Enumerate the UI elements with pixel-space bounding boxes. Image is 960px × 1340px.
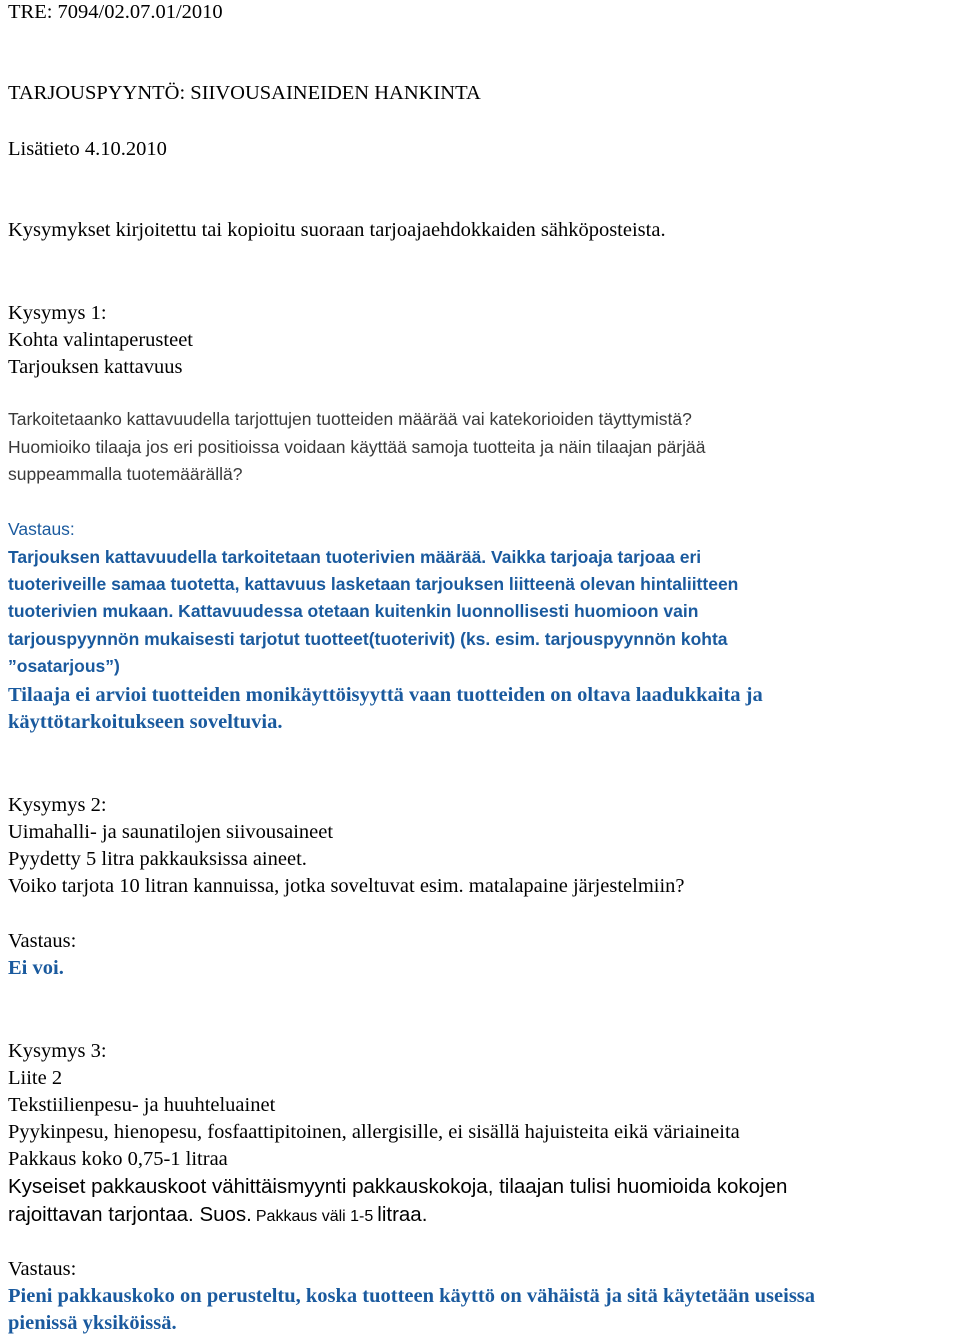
answer-2-text: Ei voi.: [8, 957, 64, 979]
answer-1-line: ”osatarjous”): [8, 656, 120, 676]
question-3-line: Pyykinpesu, hienopesu, fosfaattipitoinen, allergisille, ei sisällä hajuisteita eikä väriaineita: [8, 1121, 740, 1143]
question-3-text-part: Pakkaus väli 1-5: [255, 1208, 374, 1225]
intro-text: Kysymykset kirjoitettu tai kopioitu suoraan tarjoajaehdokkaiden sähköposteista.: [8, 219, 666, 241]
question-3-line-mixed: [8, 1203, 427, 1227]
answer-1-line: Tarjouksen kattavuudella tarkoitetaan tuoterivien määrää. Vaikka tarjoaja tarjoaa eri: [8, 547, 702, 567]
question-1-text: Huomioiko tilaaja jos eri positioissa voidaan käyttää samoja tuotteita ja näin tilaajan pärjää: [8, 437, 706, 457]
question-3-line: Pakkaus koko 0,75-1 litraa: [8, 1148, 228, 1170]
answer-1-line: tuoteriveille samaa tuotetta, kattavuus lasketaan tarjouksen liitteenä olevan hintaliitteen: [8, 574, 739, 594]
question-2-line: Uimahalli- ja saunatilojen siivousaineet: [8, 821, 334, 843]
question-2-line: Pyydetty 5 litra pakkauksissa aineet.: [8, 848, 307, 870]
question-3-line: Tekstiilienpesu- ja huuhteluainet: [8, 1094, 276, 1116]
question-1-line: Tarjouksen kattavuus: [8, 356, 183, 378]
document-title: TARJOUSPYYNTÖ: SIIVOUSAINEIDEN HANKINTA: [8, 82, 481, 104]
answer-1-line: tarjouspyynnön mukaisesti tarjotut tuotteet(tuoterivit) (ks. esim. tarjouspyynnön kohta: [8, 629, 728, 649]
answer-3-label: Vastaus:: [8, 1258, 77, 1280]
question-3-text-part: rajoittavan tarjontaa. Suos.: [8, 1203, 252, 1226]
question-1-text: suppeammalla tuotemäärällä?: [8, 464, 243, 484]
answer-1-label: Vastaus:: [8, 519, 75, 539]
answer-3-line: Pieni pakkauskoko on perusteltu, koska tuotteen käyttö on vähäistä ja sitä käytetään useissa: [8, 1285, 816, 1307]
question-3-text-part: litraa.: [377, 1203, 428, 1226]
answer-3-line: pienissä yksiköissä.: [8, 1312, 177, 1334]
question-3-line: Kyseiset pakkauskoot vähittäismyynti pakkauskokoja, tilaajan tulisi huomioida kokojen: [8, 1175, 788, 1198]
answer-1-line: tuoterivien mukaan. Kattavuudessa otetaan kuitenkin luonnollisesti huomioon vain: [8, 601, 699, 621]
question-2-line: Voiko tarjota 10 litran kannuissa, jotka soveltuvat esim. matalapaine järjestelmiin?: [8, 875, 685, 897]
answer-1-line: Tilaaja ei arvioi tuotteiden monikäyttöisyyttä vaan tuotteiden on oltava laadukkaita ja: [8, 684, 763, 706]
question-3-label: Kysymys 3:: [8, 1040, 107, 1062]
question-1-line: Kohta valintaperusteet: [8, 329, 194, 351]
question-1-text: Tarkoitetaanko kattavuudella tarjottujen tuotteiden määrää vai katekorioiden täyttymistä?: [8, 409, 692, 429]
answer-2-label: Vastaus:: [8, 930, 77, 952]
question-3-line: Liite 2: [8, 1067, 63, 1089]
question-2-label: Kysymys 2:: [8, 794, 107, 816]
answer-1-line: käyttötarkoitukseen soveltuvia.: [8, 711, 283, 733]
info-date: Lisätieto 4.10.2010: [8, 138, 167, 160]
question-1-label: Kysymys 1:: [8, 302, 107, 324]
reference-number: TRE: 7094/02.07.01/2010: [8, 1, 223, 23]
